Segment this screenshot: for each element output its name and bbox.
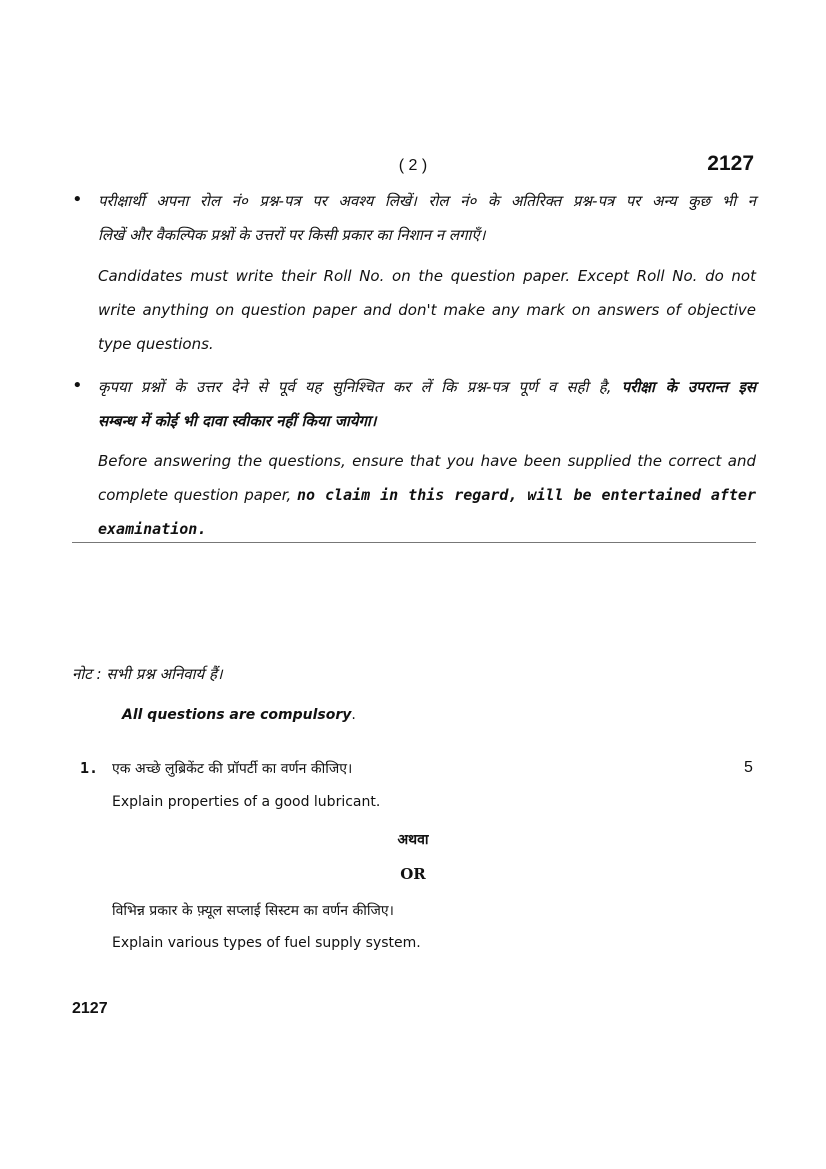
paper-code-footer: 2127 [72,1000,108,1017]
question-english: Explain properties of a good lubricant. [112,794,381,810]
note-english: All questions are compulsory. [122,707,356,723]
note-hindi: नोट : सभी प्रश्न अनिवार्य हैं। [72,665,223,683]
page-number: ( 2 ) [398,157,428,174]
bullet-icon: • [72,375,83,396]
instruction-2-hindi: कृपया प्रश्नों के उत्तर देने से पूर्व यह सुनिश्चित कर लें कि प्रश्न-पत्र पूर्ण व सही है, परीक्षा के उपरान्त इस सम्बन्ध में कोई भी दावा स्वीकार नहीं किया जायेगा। [98,378,756,430]
instruction-1-hindi: परीक्षार्थी अपना रोल नं० प्रश्न-पत्र पर अवश्य लिखें। रोल नं० के अतिरिक्त प्रश्न-पत्र पर अन्य कुछ भी न लिखें और वैकल्पिक प्रश्नों के उत्तरों पर किसी प्रकार का निशान न लगाएँ। [98,192,756,244]
or-hindi: अथवा [397,832,429,848]
section-divider [72,542,756,543]
question-number: 1. [80,759,99,777]
alt-question-hindi: विभिन्न प्रकार के फ़्यूल सप्लाई सिस्टम का वर्णन कीजिए। [112,903,394,919]
paper-code-header: 2127 [707,152,754,175]
or-english: OR [400,865,426,883]
instruction-2-english: Before answering the questions, ensure that you have been supplied the correct and complete question paper, no claim in this regard, will be entertained after examination. [98,452,756,538]
bullet-icon: • [72,189,83,210]
alt-question-english: Explain various types of fuel supply system. [112,935,421,951]
instruction-1-english: Candidates must write their Roll No. on the question paper. Except Roll No. do not write anything on question paper and don't make any mark on answers of objective type questions. [98,267,756,353]
question-marks: 5 [744,759,753,776]
question-hindi: एक अच्छे लुब्रिकेंट की प्रॉपर्टी का वर्णन कीजिए। [112,761,353,777]
